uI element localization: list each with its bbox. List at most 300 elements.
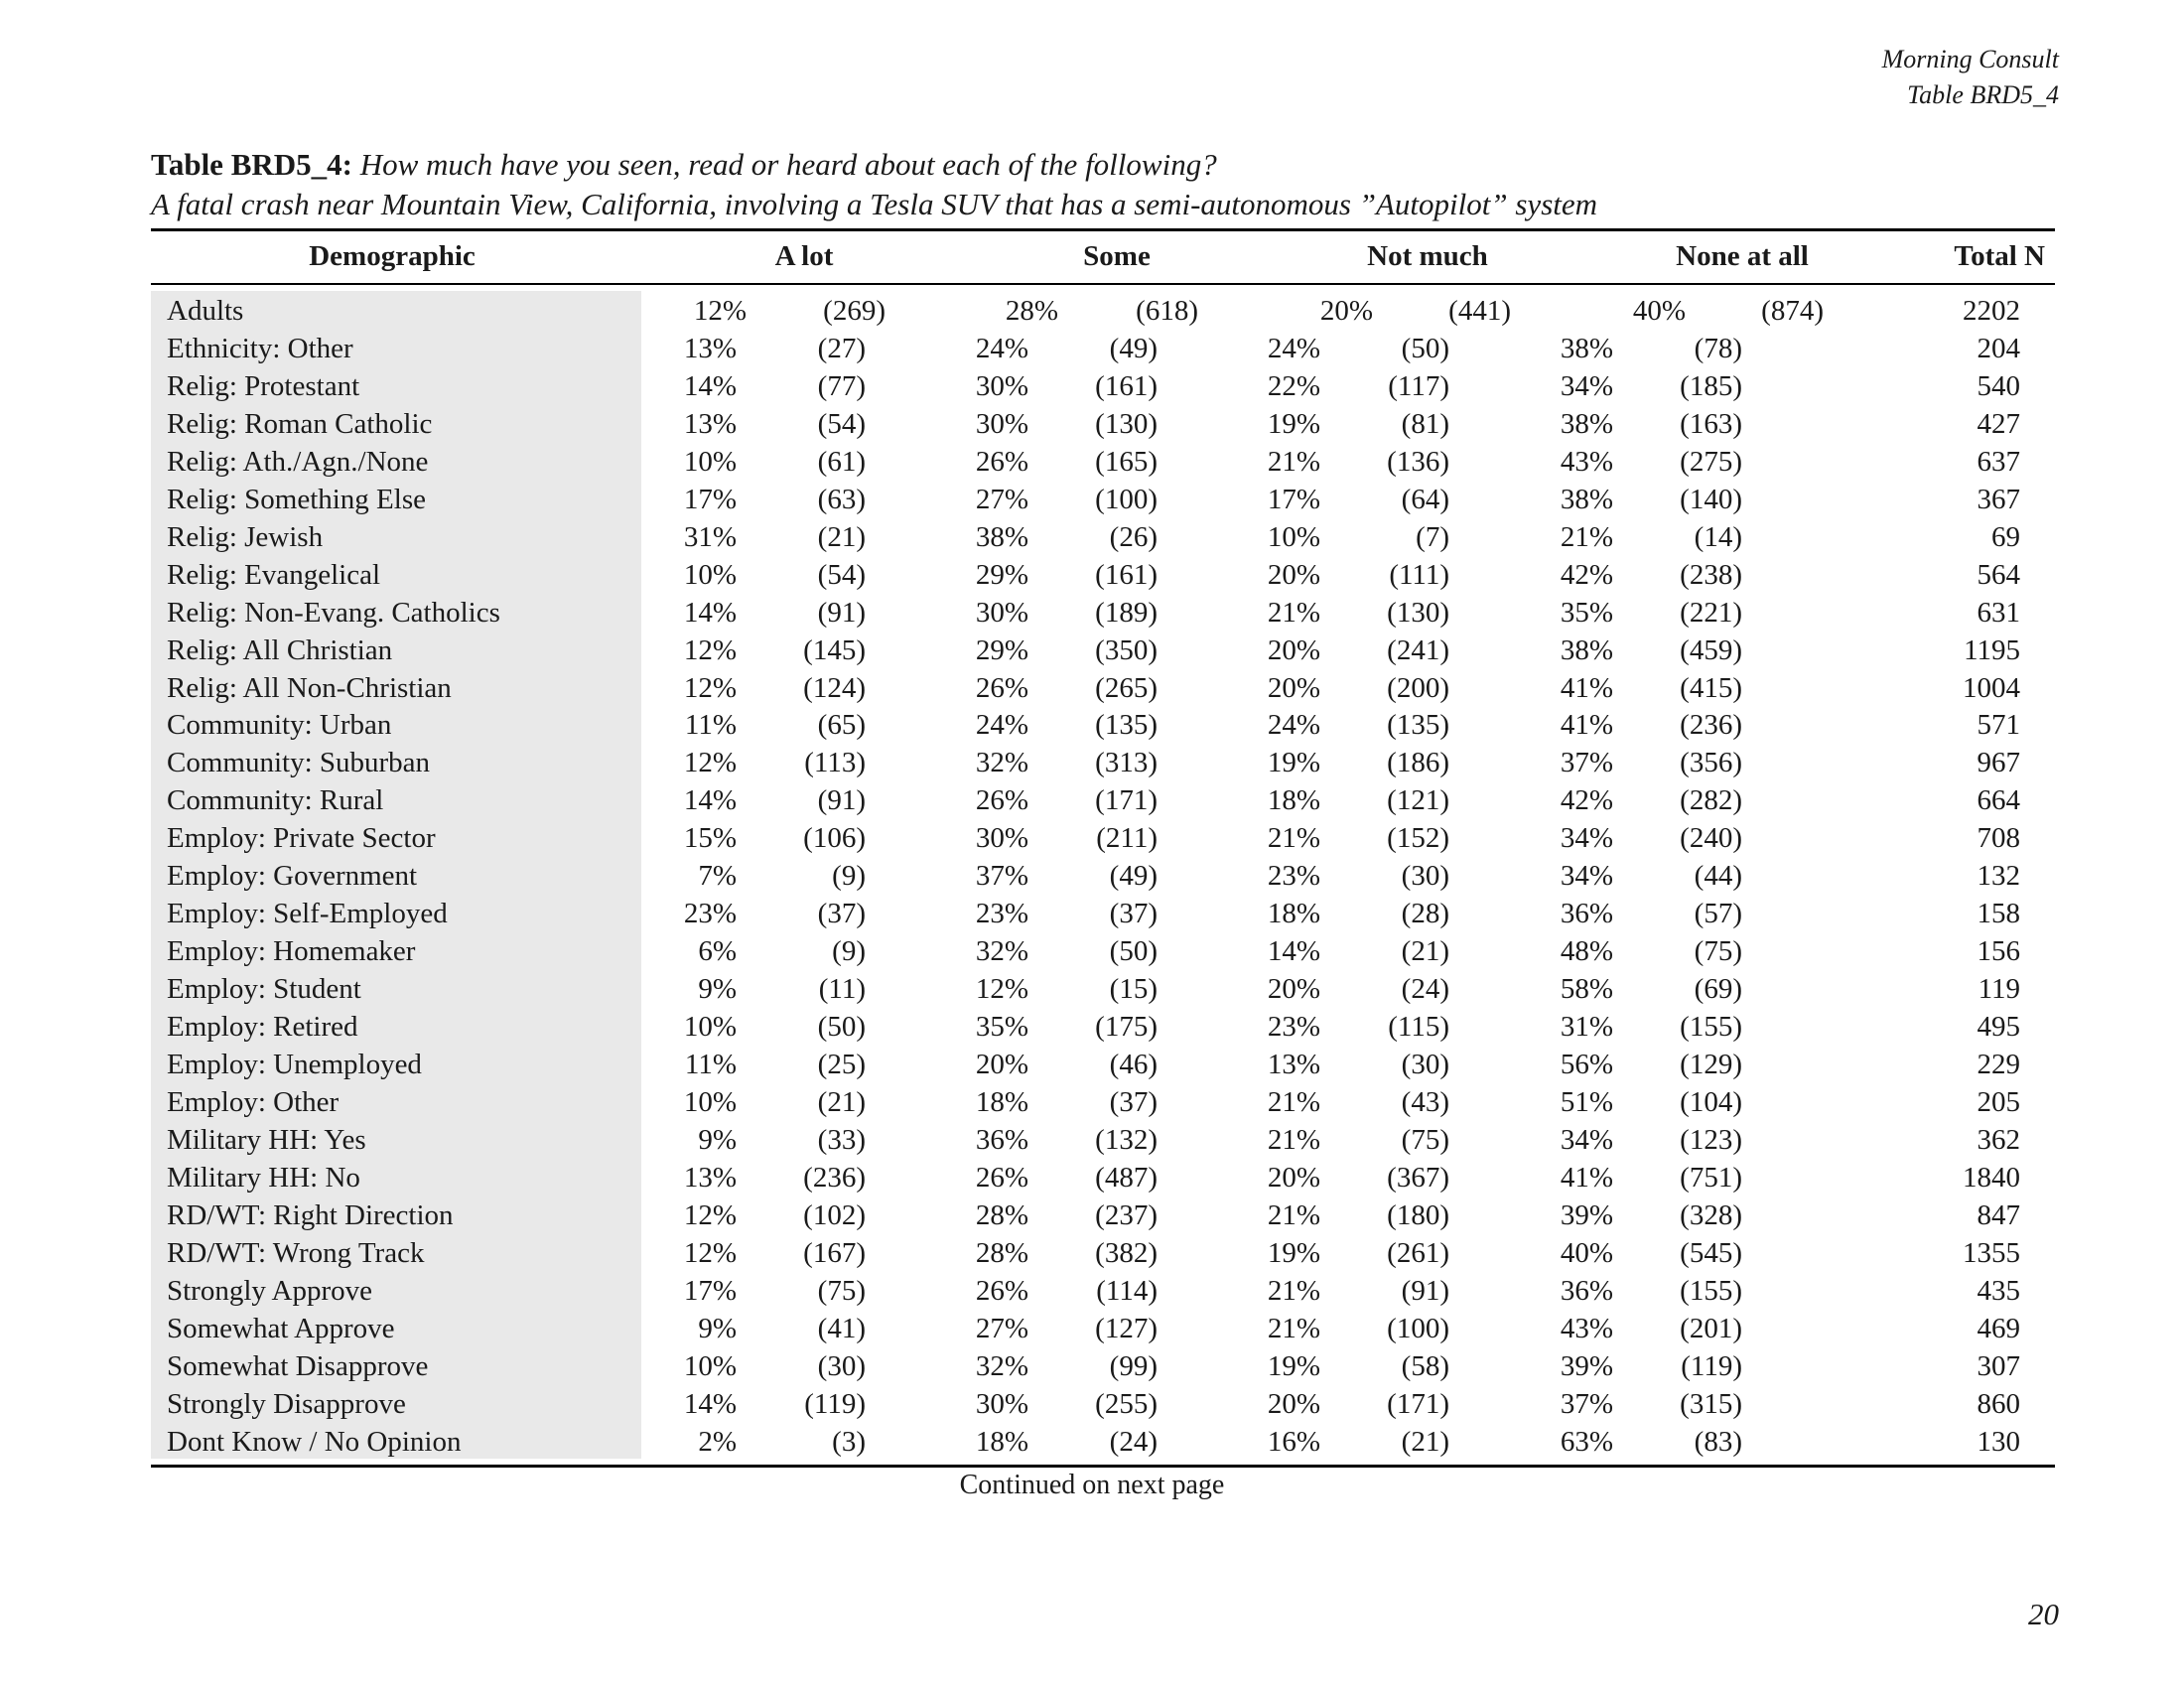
not-much-percent: 16%	[1267, 1425, 1320, 1458]
none-at-all-count: (415)	[1680, 671, 1742, 704]
some-count: (265)	[1095, 671, 1158, 704]
a-lot-percent: 14%	[683, 1387, 737, 1420]
a-lot-percent: 9%	[698, 1123, 737, 1156]
some-percent: 30%	[975, 596, 1028, 629]
row-label: Ethnicity: Other	[167, 332, 353, 364]
total-n: 571	[1977, 709, 2020, 742]
a-lot-count: (21)	[817, 1085, 866, 1118]
a-lot-percent: 2%	[698, 1425, 737, 1458]
some-percent: 28%	[1005, 295, 1058, 327]
a-lot-percent: 13%	[683, 332, 737, 364]
a-lot-percent: 31%	[683, 520, 737, 553]
row-label: Relig: Ath./Agn./None	[167, 445, 429, 478]
not-much-count: (367)	[1387, 1161, 1449, 1194]
not-much-percent: 23%	[1267, 1011, 1320, 1044]
a-lot-count: (75)	[817, 1274, 866, 1307]
none-at-all-count: (282)	[1680, 784, 1742, 817]
not-much-percent: 22%	[1267, 369, 1320, 402]
not-much-percent: 20%	[1267, 1387, 1320, 1420]
some-count: (99)	[1109, 1349, 1158, 1382]
table-row	[0, 594, 2184, 632]
none-at-all-percent: 40%	[1560, 1236, 1613, 1269]
none-at-all-count: (78)	[1694, 332, 1742, 364]
not-much-count: (186)	[1387, 747, 1449, 779]
row-label: Employ: Retired	[167, 1011, 358, 1044]
none-at-all-count: (140)	[1680, 483, 1742, 515]
some-percent: 12%	[975, 973, 1028, 1006]
not-much-percent: 13%	[1267, 1049, 1320, 1080]
some-percent: 32%	[975, 935, 1028, 968]
none-at-all-count: (57)	[1694, 898, 1742, 930]
some-percent: 24%	[975, 332, 1028, 364]
a-lot-percent: 12%	[683, 633, 737, 666]
not-much-percent: 20%	[1267, 1161, 1320, 1194]
some-count: (135)	[1095, 709, 1158, 742]
some-count: (255)	[1095, 1387, 1158, 1420]
none-at-all-percent: 41%	[1560, 1161, 1613, 1194]
table-row	[0, 669, 2184, 707]
some-percent: 30%	[975, 407, 1028, 440]
none-at-all-percent: 48%	[1560, 935, 1613, 968]
some-percent: 26%	[975, 671, 1028, 704]
some-count: (161)	[1095, 558, 1158, 591]
not-much-percent: 19%	[1267, 747, 1320, 779]
some-percent: 35%	[975, 1011, 1028, 1044]
not-much-percent: 19%	[1267, 407, 1320, 440]
none-at-all-percent: 36%	[1560, 898, 1613, 930]
a-lot-count: (9)	[832, 860, 866, 893]
total-n: 307	[1977, 1349, 2020, 1382]
not-much-percent: 23%	[1267, 860, 1320, 893]
some-percent: 29%	[975, 633, 1028, 666]
a-lot-count: (54)	[817, 407, 866, 440]
not-much-count: (64)	[1401, 483, 1449, 515]
row-label: Employ: Self-Employed	[167, 898, 448, 930]
not-much-percent: 20%	[1267, 671, 1320, 704]
total-n: 469	[1977, 1312, 2020, 1344]
a-lot-percent: 12%	[693, 295, 747, 327]
some-count: (618)	[1136, 295, 1198, 327]
table-row	[0, 1121, 2184, 1159]
a-lot-percent: 12%	[683, 1236, 737, 1269]
some-percent: 36%	[975, 1123, 1028, 1156]
table-row	[0, 706, 2184, 744]
not-much-percent: 21%	[1267, 1312, 1320, 1344]
not-much-count: (130)	[1387, 596, 1449, 629]
not-much-percent: 20%	[1319, 295, 1373, 327]
a-lot-count: (37)	[817, 898, 866, 930]
table-row	[0, 857, 2184, 895]
column-header-none-at-all: None at all	[1676, 240, 1809, 272]
total-n: 860	[1977, 1387, 2020, 1420]
some-count: (211)	[1096, 822, 1158, 855]
total-n: 204	[1977, 332, 2020, 364]
a-lot-percent: 14%	[683, 784, 737, 817]
row-label: Strongly Approve	[167, 1274, 373, 1307]
not-much-count: (58)	[1401, 1349, 1449, 1382]
none-at-all-percent: 34%	[1560, 1123, 1613, 1156]
a-lot-percent: 11%	[684, 1049, 737, 1080]
a-lot-count: (33)	[817, 1123, 866, 1156]
none-at-all-count: (75)	[1694, 935, 1742, 968]
a-lot-percent: 12%	[683, 671, 737, 704]
not-much-count: (50)	[1401, 332, 1449, 364]
table-row	[0, 781, 2184, 819]
a-lot-count: (61)	[817, 445, 866, 478]
none-at-all-count: (459)	[1680, 633, 1742, 666]
some-percent: 18%	[975, 1425, 1028, 1458]
not-much-count: (441)	[1448, 295, 1511, 327]
some-percent: 30%	[975, 1387, 1028, 1420]
table-question: How much have you seen, read or heard about each of the following?	[359, 147, 1217, 182]
row-label: Relig: Roman Catholic	[167, 407, 433, 440]
a-lot-count: (27)	[817, 332, 866, 364]
not-much-percent: 10%	[1267, 520, 1320, 553]
not-much-count: (100)	[1387, 1312, 1449, 1344]
not-much-count: (7)	[1416, 520, 1449, 553]
not-much-percent: 19%	[1267, 1236, 1320, 1269]
not-much-percent: 20%	[1267, 558, 1320, 591]
total-n: 229	[1977, 1049, 2020, 1080]
none-at-all-count: (328)	[1680, 1198, 1742, 1231]
total-n: 367	[1977, 483, 2020, 515]
a-lot-count: (63)	[817, 483, 866, 515]
page-header	[1882, 42, 2059, 113]
not-much-percent: 24%	[1267, 709, 1320, 742]
column-header-demographic: Demographic	[309, 240, 476, 272]
table-row	[0, 819, 2184, 857]
a-lot-count: (3)	[832, 1425, 866, 1458]
not-much-count: (171)	[1387, 1387, 1449, 1420]
row-label: Employ: Other	[167, 1085, 340, 1118]
some-percent: 24%	[975, 709, 1028, 742]
not-much-percent: 18%	[1267, 784, 1320, 817]
some-percent: 29%	[975, 558, 1028, 591]
some-percent: 26%	[975, 784, 1028, 817]
total-n: 708	[1977, 822, 2020, 855]
column-header-not-much: Not much	[1367, 240, 1488, 272]
row-label: Employ: Unemployed	[167, 1049, 422, 1080]
total-n: 847	[1977, 1198, 2020, 1231]
none-at-all-count: (119)	[1681, 1349, 1742, 1382]
none-at-all-count: (236)	[1680, 709, 1742, 742]
total-n: 132	[1977, 860, 2020, 893]
not-much-count: (261)	[1387, 1236, 1449, 1269]
some-percent: 26%	[975, 1161, 1028, 1194]
table-row	[0, 932, 2184, 970]
total-n: 69	[1991, 520, 2020, 553]
table-row	[0, 1083, 2184, 1121]
none-at-all-count: (69)	[1694, 973, 1742, 1006]
not-much-percent: 21%	[1267, 596, 1320, 629]
not-much-percent: 17%	[1267, 483, 1320, 515]
not-much-count: (81)	[1401, 407, 1449, 440]
table-row	[0, 1310, 2184, 1347]
not-much-percent: 21%	[1267, 1198, 1320, 1231]
not-much-percent: 21%	[1267, 822, 1320, 855]
none-at-all-percent: 34%	[1560, 822, 1613, 855]
none-at-all-percent: 40%	[1632, 295, 1686, 327]
total-n: 967	[1977, 747, 2020, 779]
a-lot-percent: 15%	[683, 822, 737, 855]
table-row	[0, 443, 2184, 481]
company-name: Morning Consult	[1881, 45, 2059, 73]
row-label: Somewhat Disapprove	[167, 1349, 429, 1382]
row-label: Community: Urban	[167, 709, 392, 742]
none-at-all-count: (221)	[1680, 596, 1742, 629]
a-lot-count: (119)	[804, 1387, 866, 1420]
a-lot-count: (113)	[804, 747, 866, 779]
table-row	[0, 895, 2184, 932]
a-lot-count: (102)	[803, 1198, 866, 1231]
a-lot-count: (145)	[803, 633, 866, 666]
a-lot-percent: 13%	[683, 407, 737, 440]
row-label: Strongly Disapprove	[167, 1387, 406, 1420]
a-lot-percent: 9%	[698, 973, 737, 1006]
row-label: Employ: Homemaker	[167, 935, 416, 968]
a-lot-percent: 10%	[683, 1349, 737, 1382]
column-header-total-n: Total N	[1954, 240, 2045, 272]
not-much-count: (111)	[1389, 558, 1449, 591]
some-count: (49)	[1109, 860, 1158, 893]
some-count: (49)	[1109, 332, 1158, 364]
total-n: 427	[1977, 407, 2020, 440]
none-at-all-percent: 31%	[1560, 1011, 1613, 1044]
a-lot-count: (106)	[803, 822, 866, 855]
table-row	[0, 632, 2184, 669]
none-at-all-percent: 34%	[1560, 369, 1613, 402]
none-at-all-percent: 36%	[1560, 1274, 1613, 1307]
a-lot-count: (77)	[817, 369, 866, 402]
total-n: 637	[1977, 445, 2020, 478]
a-lot-percent: 17%	[683, 1274, 737, 1307]
some-count: (130)	[1095, 407, 1158, 440]
row-label: Employ: Private Sector	[167, 822, 436, 855]
some-percent: 20%	[975, 1049, 1028, 1080]
total-n: 1195	[1964, 633, 2020, 666]
row-label: RD/WT: Right Direction	[167, 1198, 454, 1231]
not-much-percent: 20%	[1267, 973, 1320, 1006]
a-lot-percent: 12%	[683, 747, 737, 779]
not-much-percent: 14%	[1267, 935, 1320, 968]
some-count: (175)	[1095, 1011, 1158, 1044]
table-row	[0, 481, 2184, 518]
a-lot-percent: 14%	[683, 596, 737, 629]
not-much-percent: 21%	[1267, 1085, 1320, 1118]
none-at-all-count: (104)	[1680, 1085, 1742, 1118]
not-much-count: (115)	[1388, 1011, 1449, 1044]
row-label: Relig: Protestant	[167, 369, 360, 402]
not-much-count: (21)	[1401, 935, 1449, 968]
not-much-count: (136)	[1387, 445, 1449, 478]
not-much-count: (43)	[1401, 1085, 1449, 1118]
not-much-count: (121)	[1387, 784, 1449, 817]
some-percent: 28%	[975, 1236, 1028, 1269]
column-header-a-lot: A lot	[774, 240, 834, 272]
a-lot-count: (91)	[817, 596, 866, 629]
none-at-all-count: (240)	[1680, 822, 1742, 855]
row-label: Relig: Evangelical	[167, 558, 381, 591]
table-row	[0, 1385, 2184, 1423]
a-lot-count: (30)	[817, 1349, 866, 1382]
none-at-all-count: (129)	[1680, 1049, 1742, 1080]
some-count: (114)	[1096, 1274, 1158, 1307]
none-at-all-percent: 38%	[1560, 483, 1613, 515]
some-count: (37)	[1109, 898, 1158, 930]
row-label: Military HH: No	[167, 1161, 360, 1194]
none-at-all-percent: 37%	[1560, 1387, 1613, 1420]
some-percent: 27%	[975, 483, 1028, 515]
not-much-percent: 21%	[1267, 1123, 1320, 1156]
table-row	[0, 1347, 2184, 1385]
not-much-count: (30)	[1401, 860, 1449, 893]
none-at-all-percent: 34%	[1560, 860, 1613, 893]
not-much-count: (135)	[1387, 709, 1449, 742]
none-at-all-count: (155)	[1680, 1011, 1742, 1044]
a-lot-count: (269)	[823, 295, 886, 327]
not-much-count: (152)	[1387, 822, 1449, 855]
some-percent: 32%	[975, 1349, 1028, 1382]
none-at-all-percent: 43%	[1560, 445, 1613, 478]
none-at-all-percent: 51%	[1560, 1085, 1613, 1118]
some-count: (313)	[1095, 747, 1158, 779]
some-percent: 37%	[975, 860, 1028, 893]
some-count: (127)	[1095, 1312, 1158, 1344]
a-lot-count: (236)	[803, 1161, 866, 1194]
a-lot-count: (21)	[817, 520, 866, 553]
a-lot-percent: 11%	[684, 709, 737, 742]
none-at-all-count: (201)	[1680, 1312, 1742, 1344]
some-percent: 27%	[975, 1312, 1028, 1344]
some-count: (165)	[1095, 445, 1158, 478]
none-at-all-percent: 38%	[1560, 332, 1613, 364]
a-lot-percent: 9%	[698, 1312, 737, 1344]
table-label: Table BRD5_4:	[151, 147, 352, 182]
total-n: 664	[1977, 784, 2020, 817]
none-at-all-count: (545)	[1680, 1236, 1742, 1269]
row-label: Community: Rural	[167, 784, 384, 817]
none-at-all-percent: 35%	[1560, 596, 1613, 629]
not-much-count: (30)	[1401, 1049, 1449, 1080]
total-n: 205	[1977, 1085, 2020, 1118]
table-row	[0, 292, 2184, 330]
none-at-all-percent: 39%	[1560, 1349, 1613, 1382]
a-lot-percent: 10%	[683, 1011, 737, 1044]
row-label: Relig: Non-Evang. Catholics	[167, 596, 500, 629]
table-reference: Table BRD5_4	[1907, 80, 2059, 109]
not-much-percent: 24%	[1267, 332, 1320, 364]
page-number: 20	[2028, 1597, 2059, 1631]
a-lot-count: (91)	[817, 784, 866, 817]
some-percent: 26%	[975, 445, 1028, 478]
none-at-all-percent: 41%	[1560, 671, 1613, 704]
a-lot-count: (65)	[817, 709, 866, 742]
none-at-all-count: (185)	[1680, 369, 1742, 402]
total-n: 362	[1977, 1123, 2020, 1156]
a-lot-percent: 17%	[683, 483, 737, 515]
none-at-all-count: (44)	[1694, 860, 1742, 893]
a-lot-count: (41)	[817, 1312, 866, 1344]
row-label: Relig: Jewish	[167, 520, 324, 553]
not-much-percent: 18%	[1267, 898, 1320, 930]
row-label: Relig: All Non-Christian	[167, 671, 452, 704]
total-n: 495	[1977, 1011, 2020, 1044]
table-row	[0, 518, 2184, 556]
some-percent: 28%	[975, 1198, 1028, 1231]
table-row	[0, 1046, 2184, 1083]
some-count: (37)	[1109, 1085, 1158, 1118]
header-rule	[151, 283, 2055, 285]
not-much-count: (24)	[1401, 973, 1449, 1006]
row-label: RD/WT: Wrong Track	[167, 1236, 425, 1269]
none-at-all-count: (155)	[1680, 1274, 1742, 1307]
some-count: (50)	[1109, 935, 1158, 968]
total-n: 156	[1977, 935, 2020, 968]
not-much-percent: 20%	[1267, 633, 1320, 666]
a-lot-count: (167)	[803, 1236, 866, 1269]
not-much-count: (241)	[1387, 633, 1449, 666]
none-at-all-percent: 38%	[1560, 633, 1613, 666]
row-label: Military HH: Yes	[167, 1123, 366, 1156]
row-label: Relig: All Christian	[167, 633, 393, 666]
a-lot-count: (25)	[817, 1049, 866, 1080]
table-row	[0, 1196, 2184, 1234]
table-row	[0, 1234, 2184, 1272]
a-lot-percent: 10%	[683, 558, 737, 591]
not-much-count: (180)	[1387, 1198, 1449, 1231]
table-row	[0, 744, 2184, 781]
not-much-percent: 21%	[1267, 1274, 1320, 1307]
none-at-all-count: (275)	[1680, 445, 1742, 478]
some-count: (161)	[1095, 369, 1158, 402]
table-row	[0, 1423, 2184, 1461]
some-count: (382)	[1095, 1236, 1158, 1269]
a-lot-count: (124)	[803, 671, 866, 704]
continued-note: Continued on next page	[959, 1470, 1225, 1500]
table-title	[151, 145, 2057, 224]
total-n: 130	[1977, 1425, 2020, 1458]
a-lot-percent: 14%	[683, 369, 737, 402]
total-n: 158	[1977, 898, 2020, 930]
none-at-all-count: (14)	[1694, 520, 1742, 553]
none-at-all-count: (123)	[1680, 1123, 1742, 1156]
some-count: (46)	[1109, 1049, 1158, 1080]
total-n: 1840	[1963, 1161, 2020, 1194]
none-at-all-percent: 38%	[1560, 407, 1613, 440]
some-count: (171)	[1095, 784, 1158, 817]
none-at-all-percent: 58%	[1560, 973, 1613, 1006]
total-n: 1004	[1963, 671, 2020, 704]
row-label: Employ: Student	[167, 973, 361, 1006]
total-n: 435	[1977, 1274, 2020, 1307]
some-count: (487)	[1095, 1161, 1158, 1194]
some-count: (24)	[1109, 1425, 1158, 1458]
not-much-count: (28)	[1401, 898, 1449, 930]
some-count: (100)	[1095, 483, 1158, 515]
table-row	[0, 330, 2184, 367]
none-at-all-percent: 43%	[1560, 1312, 1613, 1344]
some-percent: 23%	[975, 898, 1028, 930]
none-at-all-count: (874)	[1761, 295, 1824, 327]
table-row	[0, 405, 2184, 443]
total-n: 2202	[1963, 295, 2020, 327]
a-lot-count: (9)	[832, 935, 866, 968]
a-lot-percent: 7%	[698, 860, 737, 893]
some-count: (189)	[1095, 596, 1158, 629]
row-label: Employ: Government	[167, 860, 418, 893]
none-at-all-count: (83)	[1694, 1425, 1742, 1458]
none-at-all-percent: 41%	[1560, 709, 1613, 742]
